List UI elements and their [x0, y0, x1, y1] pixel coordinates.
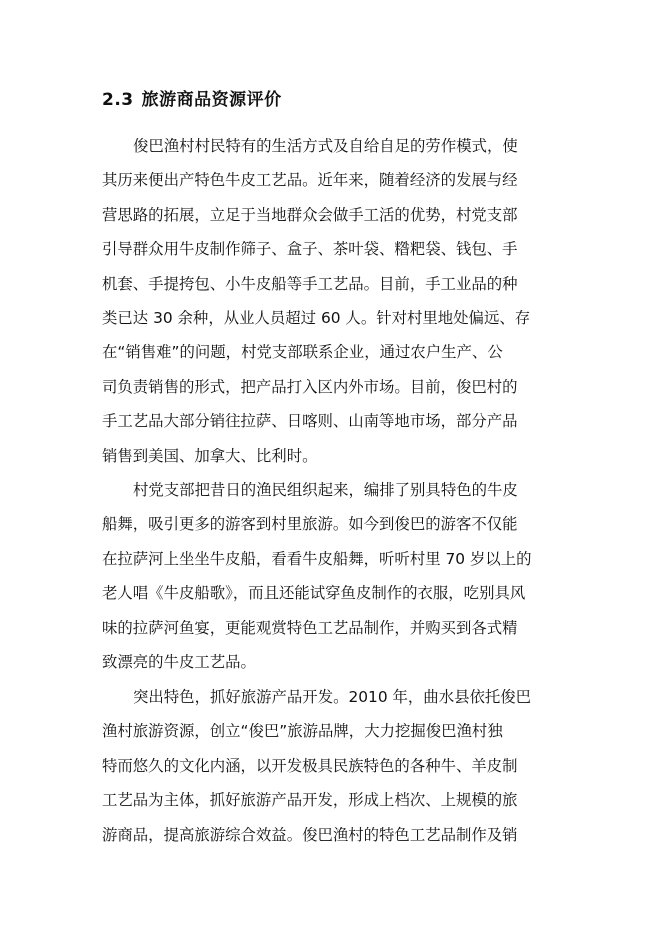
text-line: 机套、手提挎包、小牛皮船等手工艺品。目前，手工业品的种: [102, 274, 518, 293]
text-line: 俊巴渔村村民特有的生活方式及自给自足的劳作模式，使: [133, 137, 518, 155]
text-line: 工艺品为主体，抓好旅游产品开发，形成上档次、上规模的旅: [102, 791, 518, 810]
text-line: 类已达 30 余种，从业人员超过 60 人。针对村里地处偏远、存: [102, 308, 531, 327]
text-line: 司负责销售的形式，把产品打入区内外市场。目前，俊巴村的: [102, 377, 518, 396]
section-number: 2.3: [102, 90, 134, 110]
text-line: 销售到美国、加拿大、比利时。: [102, 446, 318, 465]
text-line: 手工艺品大部分销往拉萨、日喀则、山南等地市场，部分产品: [102, 412, 518, 431]
text-line: 特而悠久的文化内涵，以开发极具民族特色的各种牛、羊皮制: [102, 756, 518, 775]
section-title: 旅游商品资源评价: [141, 90, 282, 110]
section-heading: [102, 89, 282, 111]
text-line: 引导群众用牛皮制作筛子、盒子、茶叶袋、糌粑袋、钱包、手: [102, 240, 518, 259]
text-line: 村党支部把昔日的渔民组织起来，编排了别具特色的牛皮: [133, 481, 518, 499]
text-line: 其历来便出产特色牛皮工艺品。近年来，随着经济的发展与经: [102, 171, 518, 190]
text-line: 船舞，吸引更多的游客到村里旅游。如今到俊巴的游客不仅能: [102, 515, 518, 534]
text-line: 游商品，提高旅游综合效益。俊巴渔村的特色工艺品制作及销: [102, 825, 518, 844]
text-line: 突出特色，抓好旅游产品开发。2010 年，曲水县依托俊巴: [133, 688, 532, 706]
paragraph: [102, 129, 562, 473]
text-line: 在“销售难”的问题，村党支部联系企业，通过农户生产、公: [102, 343, 503, 362]
text-line: 营思路的拓展，立足于当地群众会做手工活的优势，村党支部: [102, 205, 518, 224]
text-line: 致漂亮的牛皮工艺品。: [102, 652, 256, 671]
text-line: 在拉萨河上坐坐牛皮船，看看牛皮船舞，听听村里 70 岁以上的: [102, 549, 532, 568]
text-line: 渔村旅游资源，创立“俊巴”旅游品牌，大力挖掘俊巴渔村独: [102, 722, 503, 741]
text-line: 老人唱《牛皮船歌》，而且还能试穿鱼皮制作的衣服，吃别具风: [102, 584, 526, 603]
text-line: 味的拉萨河鱼宴，更能观赏特色工艺品制作，并购买到各式精: [102, 618, 518, 637]
paragraph: [102, 680, 562, 852]
paragraph: [102, 473, 562, 679]
